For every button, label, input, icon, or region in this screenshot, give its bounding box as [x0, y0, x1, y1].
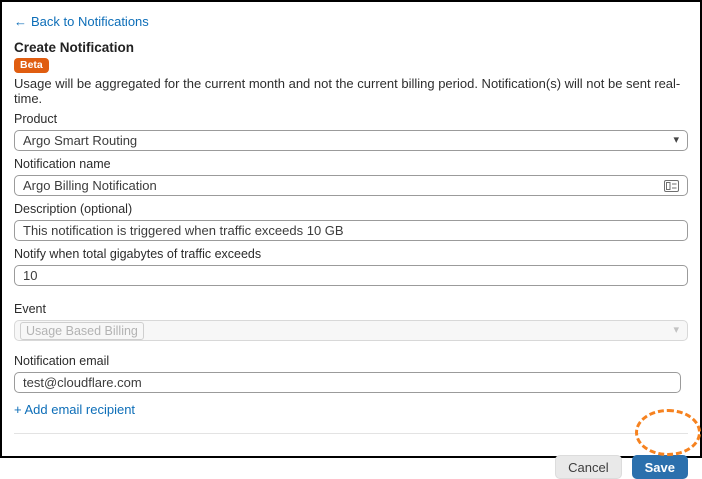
back-arrow-icon: ←	[14, 14, 27, 29]
notification-email-label: Notification email	[14, 354, 110, 368]
description-field-group	[14, 203, 688, 241]
event-field-group	[14, 303, 688, 341]
threshold-field-group	[14, 248, 688, 286]
product-select-value: Argo Smart Routing	[23, 133, 138, 148]
description-label: Description (optional)	[14, 202, 133, 216]
product-select[interactable]	[14, 130, 688, 151]
add-email-recipient-link[interactable]: + Add email recipient	[14, 402, 136, 417]
description-input[interactable]	[23, 221, 679, 240]
save-button[interactable]: Save	[632, 455, 688, 479]
notification-name-field	[14, 175, 688, 196]
event-label: Event	[14, 302, 46, 316]
threshold-label: Notify when total gigabytes of traffic exceeds	[14, 247, 262, 261]
beta-badge: Beta	[14, 58, 49, 73]
notification-email-field	[14, 372, 681, 393]
back-link-label: Back to Notifications	[31, 14, 149, 29]
autofill-contact-icon[interactable]	[664, 180, 679, 192]
product-label: Product	[14, 112, 58, 126]
cancel-button[interactable]: Cancel	[555, 455, 621, 479]
page-title: Create Notification	[14, 40, 135, 55]
notification-name-label: Notification name	[14, 157, 111, 171]
back-to-notifications-link[interactable]	[14, 14, 688, 30]
footer-divider	[14, 433, 688, 434]
event-select	[14, 320, 688, 341]
threshold-field	[14, 265, 688, 286]
chevron-down-icon: ▾	[673, 134, 679, 146]
threshold-input[interactable]	[23, 266, 679, 285]
form-actions	[14, 455, 688, 479]
page-content	[2, 2, 700, 479]
chevron-down-icon: ▾	[673, 324, 679, 336]
usage-note-text: Usage will be aggregated for the current month and not the current billing period. Notification(s) will not be sent real-time.	[14, 76, 681, 106]
description-field	[14, 220, 688, 241]
notification-name-input[interactable]	[23, 176, 658, 195]
product-field-group	[14, 113, 688, 151]
event-selected-chip: Usage Based Billing	[20, 322, 144, 340]
email-field-group	[14, 355, 688, 393]
notification-email-input[interactable]	[23, 373, 672, 392]
notification-name-field-group	[14, 158, 688, 196]
